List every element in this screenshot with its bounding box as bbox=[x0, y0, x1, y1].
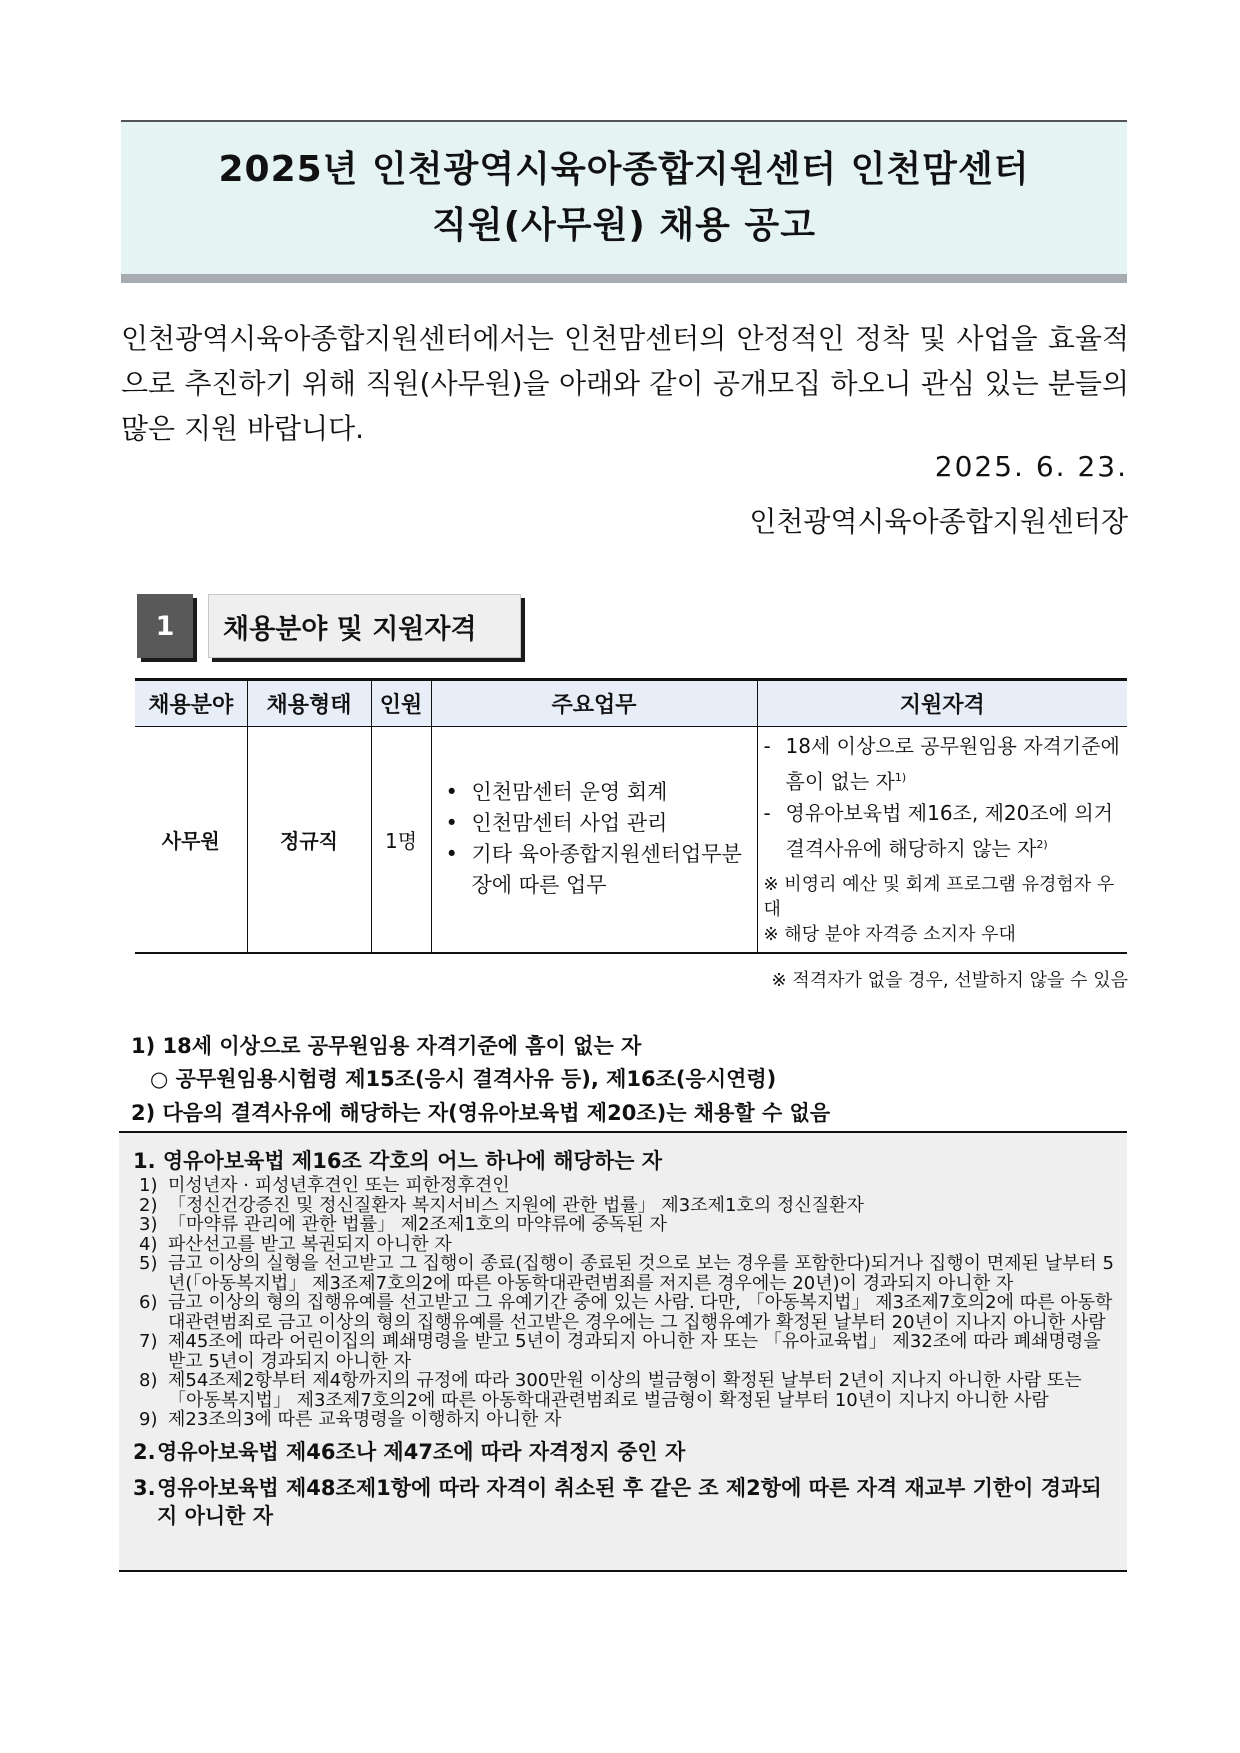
footnote-1-sub: ○ 공무원임용시험령 제15조(응시 결격사유 등), 제16조(응시연령) bbox=[150, 1067, 777, 1091]
list-item: 4) 파산선고를 받고 복권되지 아니한 자 bbox=[139, 1233, 452, 1255]
duty-item: • 인천맘센터 사업 관리 bbox=[442, 808, 757, 839]
recruitment-table bbox=[135, 678, 1127, 954]
disqualification-heading-3: 3. 영유아보육법 제48조제1항에 따라 자격이 취소된 후 같은 조 제2항에 따른 자격 재교부 기한이 경과되지 아니한 자 bbox=[133, 1475, 1102, 1528]
duty-item: • 인천맘센터 운영 회계 bbox=[442, 777, 757, 808]
duty-item: • 기타 육아종합지원센터업무분장에 따른 업무 bbox=[442, 839, 757, 901]
title-line-1: 2025년 인천광역시육아종합지원센터 인천맘센터 bbox=[218, 149, 1030, 190]
disqualification-box bbox=[119, 1131, 1127, 1572]
qualification-item: - 영유아보육법 제16조, 제20조에 의거 결격사유에 해당하지 않는 자$^{2)}$ bbox=[763, 800, 1113, 861]
table-header-row bbox=[135, 680, 1127, 727]
section-number: 1 bbox=[137, 594, 193, 658]
header-count: 인원 bbox=[371, 680, 431, 727]
qualification-text: 18세 이상으로 공무원임용 자격기준에 흠이 없는 자 bbox=[785, 734, 1120, 794]
disqualification-heading-2: 2. 영유아보육법 제46조나 제47조에 따라 자격정지 중인 자 bbox=[133, 1439, 686, 1464]
list-item: 5) 금고 이상의 실형을 선고받고 그 집행이 종료(집행이 종료된 것으로 보는 경우를 포함한다)되거나 집행이 면제된 날부터 5년(「아동복지법」 제3조제7호의2에 따른 아동학대관련범죄를 저지른 경우에는 20년)이 경과되지 아니한 자 bbox=[139, 1253, 1114, 1294]
table-row bbox=[135, 727, 1127, 953]
disqualification-heading-1: 1. 영유아보육법 제16조 각호의 어느 하나에 해당하는 자 bbox=[133, 1149, 662, 1173]
footnote-ref: 1) bbox=[894, 771, 907, 785]
list-item: 3) 「마약류 관리에 관한 법률」 제2조제1호의 마약류에 중독된 자 bbox=[139, 1214, 667, 1235]
cell-count: 1명 bbox=[371, 727, 431, 953]
cell-type: 정규직 bbox=[247, 727, 371, 953]
notice-date: 2025. 6. 23. bbox=[934, 450, 1128, 483]
header-type: 채용형태 bbox=[247, 680, 371, 727]
table-note: ※ 적격자가 없을 경우, 선발하지 않을 수 있음 bbox=[771, 970, 1128, 991]
list-item: 8) 제54조제2항부터 제4항까지의 규정에 따라 300만원 이상의 벌금형이 확정된 날부터 2년이 지나지 아니한 사람 또는 「아동복지법」 제3조제7호의2에 따른 아동학대관련범죄로 벌금형이 확정된 날부터 10년이 지나지 아니한 사람 bbox=[139, 1370, 1082, 1411]
title-line-2: 직원(사무원) 채용 공고 bbox=[432, 205, 816, 246]
qualification-text: 영유아보육법 제16조, 제20조에 의거 결격사유에 해당하지 않는 자 bbox=[785, 800, 1113, 861]
disqualification-list bbox=[133, 1176, 1115, 1430]
header-field: 채용분야 bbox=[135, 680, 247, 727]
cell-qualifications bbox=[757, 727, 1127, 953]
cell-duties bbox=[431, 727, 757, 953]
footnote-ref: 2) bbox=[1036, 837, 1048, 851]
footnote-1: 1) 18세 이상으로 공무원임용 자격기준에 흠이 없는 자 bbox=[131, 1034, 642, 1058]
list-item: 2) 「정신건강증진 및 정신질환자 복지서비스 지원에 관한 법률」 제3조제1호의 정신질환자 bbox=[139, 1194, 864, 1216]
cell-field: 사무원 bbox=[135, 727, 247, 953]
preference-note: ※ 비영리 예산 및 회계 프로그램 유경험자 우대 bbox=[763, 874, 1115, 921]
list-item: 1) 미성년자 · 피성년후견인 또는 피한정후견인 bbox=[139, 1175, 510, 1196]
duty-list bbox=[432, 777, 757, 901]
section-title: 채용분야 및 지원자격 bbox=[208, 594, 521, 658]
notice-title-box bbox=[121, 120, 1127, 283]
list-item: 7) 제45조에 따라 어린이집의 폐쇄명령을 받고 5년이 경과되지 아니한 자 또는 「유아교육법」 제32조에 따라 폐쇄명령을 받고 5년이 경과되지 아니한 자 bbox=[139, 1331, 1101, 1372]
footnote-2: 2) 다음의 결격사유에 해당하는 자(영유아보육법 제20조)는 채용할 수 없음 bbox=[131, 1101, 831, 1125]
list-item: 9) 제23조의3에 따른 교육명령을 이행하지 아니한 자 bbox=[139, 1409, 562, 1430]
preference-note: ※ 해당 분야 자격증 소지자 우대 bbox=[763, 924, 1016, 946]
notice-signer: 인천광역시육아종합지원센터장 bbox=[749, 505, 1128, 538]
header-qualifications: 지원자격 bbox=[757, 680, 1127, 727]
header-duties: 주요업무 bbox=[431, 680, 757, 727]
qualification-item: - 18세 이상으로 공무원임용 자격기준에 흠이 없는 자$^{1)}$ bbox=[763, 734, 1120, 794]
intro-paragraph: 인천광역시육아종합지원센터에서는 인천맘센터의 안정적인 정착 및 사업을 효율적으로 추진하기 위해 직원(사무원)을 아래와 같이 공개모집 하오니 관심 있는 분들의 많은 지원 바랍니다. bbox=[121, 322, 1129, 445]
list-item: 6) 금고 이상의 형의 집행유예를 선고받고 그 유예기간 중에 있는 사람. 다만, 「아동복지법」 제3조제7호의2에 따른 아동학대관련범죄로 금고 이상의 형의 집행유예를 선고받은 경우에는 그 집행유예가 확정된 날부터 20년이 지나지 아니한 사람 bbox=[139, 1292, 1113, 1333]
